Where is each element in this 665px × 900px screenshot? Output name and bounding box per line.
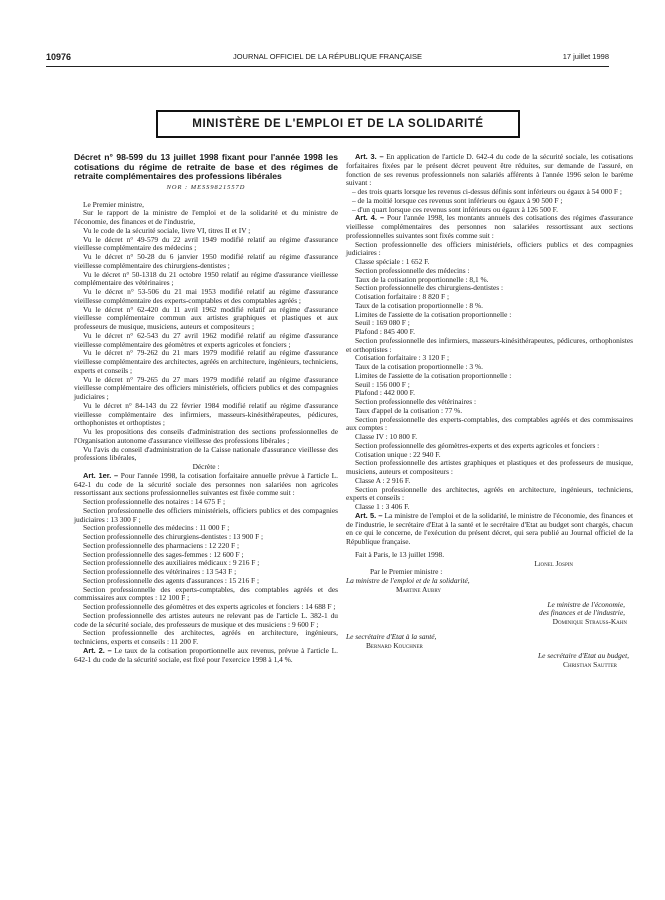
article-4-line: Section professionnelle des infirmiers, masseurs-kinésithérapeutes, pédicures, orthophonistes et orthoptistes :	[346, 335, 633, 354]
article-1-line: Section professionnelle des architectes, agréés en architecture, ingénieurs, techniciens, experts et conseils : 11 200 F.	[74, 628, 338, 647]
done-at: Fait à Paris, le 13 juillet 1998.	[355, 549, 445, 559]
article-4-line: Section professionnelle des vétérinaires :	[355, 397, 477, 406]
article-5	[346, 512, 633, 547]
article-4-line: Taux d'appel de la cotisation : 77 %.	[355, 405, 463, 415]
article-4-label: Art. 4. –	[355, 213, 385, 223]
secretary-1-role: Le secrétaire d'Etat à la santé,	[346, 631, 437, 641]
article-1-line: Section professionnelle des pharmaciens : 12 220 F ;	[83, 540, 239, 550]
article-4-text: Pour l'année 1998, les montants annuels des cotisations des régimes d'assurance vieillesse complémentaires des personnes non salariées ressortissant aux sections professionnelles suivantes sont fixés comme suit :	[346, 213, 633, 240]
minister-2-role-1: Le ministre de l'économie,	[547, 599, 625, 609]
article-3-item: – de la moitié lorsque ces revenus sont inférieurs ou égaux à 90 500 F ;	[352, 195, 563, 205]
secretary-2-name: Christian Sautter	[563, 660, 617, 669]
header-rule	[46, 66, 609, 67]
article-4-line: Taux de la cotisation proportionnelle : 8 %.	[355, 300, 483, 310]
article-1-line: Section professionnelle des médecins : 11 000 F ;	[83, 523, 230, 533]
article-4-line: Cotisation unique : 22 940 F.	[355, 449, 441, 459]
article-4-line: Limites de l'assiette de la cotisation proportionnelle :	[355, 370, 512, 380]
article-1	[74, 472, 338, 498]
article-1-line: Section professionnelle des officiers ministériels, officiers publics et des compagnies judiciaires : 13 300 F ;	[74, 505, 338, 524]
article-4-line: Cotisation forfaitaire : 3 120 F ;	[355, 353, 450, 363]
article-1-line: Section professionnelle des chirurgiens-dentistes : 13 900 F ;	[83, 532, 264, 542]
article-2-text: Le taux de la cotisation proportionnelle aux revenus, prévue à l'article L. 642-1 du code de la sécurité sociale, est fixé pour l'exercice 1998 à 1,4 %.	[74, 645, 338, 664]
article-4	[346, 214, 633, 240]
article-1-line: Section professionnelle des auxiliaires médicaux : 9 216 F ;	[83, 558, 260, 568]
article-3	[346, 153, 633, 188]
article-4-line: Cotisation forfaitaire : 8 820 F ;	[355, 292, 450, 301]
article-4-line: Seuil : 156 000 F ;	[355, 379, 410, 389]
article-3-items	[346, 188, 633, 214]
article-4-line: Taux de la cotisation proportionnelle : 8,1 %.	[355, 274, 489, 284]
preamble-paragraph: Vu le décret n° 62-543 du 27 avril 1962 modifié relatif au régime d'assurance vieillesse complémentaire des géomètres et experts agricoles et fonciers ;	[74, 330, 338, 349]
decree-title: Décret n° 98-599 du 13 juillet 1998 fixant pour l'année 1998 les cotisations du régime de retraite de base et des régimes de retraite complémentaires des professions libérales	[74, 152, 338, 182]
preamble-paragraph: Sur le rapport de la ministre de l'emploi et de la solidarité et du ministre de l'économie, des finances et de l'industrie,	[74, 208, 338, 227]
article-4-line: Limites de l'assiette de la cotisation proportionnelle :	[355, 309, 512, 319]
article-4-line: Classe A : 2 916 F.	[355, 475, 411, 485]
preamble-paragraph: Vu le code de la sécurité sociale, livre VI, titres II et IV ;	[83, 225, 251, 235]
article-1-lines	[74, 498, 338, 647]
article-1-line: Section professionnelle des agents d'assurances : 15 216 F ;	[83, 575, 260, 585]
preamble-paragraph: Vu le décret n° 50-28 du 6 janvier 1950 modifié relatif au régime d'assurance vieillesse complémentaire des chirurgiens-dentistes ;	[74, 252, 338, 270]
preamble-paragraph: Vu le décret n° 53-506 du 21 mai 1953 modifié relatif au régime d'assurance vieillesse complémentaire des experts-comptables et des comptables agréés ;	[74, 287, 338, 305]
preamble-paragraph: Vu le décret n° 62-420 du 11 avril 1962 modifié relatif au régime d'assurance vieillesse complémentaire commun aux artistes graphiques et plastiques et aux professeurs de musique, musiciens, auteurs et compositeurs ;	[74, 304, 338, 332]
article-2	[74, 647, 338, 665]
article-4-line: Plafond : 845 400 F.	[355, 327, 415, 336]
article-1-line: Section professionnelle des notaires : 14 675 F ;	[83, 497, 226, 507]
article-4-line: Classe 1 : 3 406 F.	[355, 502, 410, 511]
article-3-text: En application de l'article D. 642-4 du code de la sécurité sociale, les cotisations forfaitaires fixées par le présent décret peuvent être réduites, sur demande de l'assuré, en fonction de ses revenus professionnels non salariés afférents à l'année 1996 selon le barème suivant :	[346, 152, 633, 188]
article-1-line: Section professionnelle des sages-femmes : 12 600 F ;	[83, 549, 244, 559]
article-3-item: – des trois quarts lorsque les revenus ci-dessus définis sont inférieurs ou égaux à 54 000 F ;	[352, 187, 622, 196]
article-4-line: Classe spéciale : 1 652 F.	[355, 257, 430, 266]
article-4-line: Section professionnelle des experts-comptables, des comptables agréés et des commissaires aux comptes :	[346, 414, 633, 433]
journal-title: JOURNAL OFFICIEL DE LA RÉPUBLIQUE FRANÇAISE	[232, 52, 423, 61]
article-1-line: Section professionnelle des artistes auteurs ne relevant pas de l'article L. 382-1 du code de la sécurité sociale, des professeurs de musique et des musiciens : 9 600 F ;	[74, 610, 338, 629]
minister-2-role-2: des finances et de l'industrie,	[539, 608, 625, 618]
nor-reference: NOR : MESS9821557D	[166, 183, 246, 191]
preamble-paragraph: Vu le décret n° 84-143 du 22 février 1984 modifié relatif au régime d'assurance vieillesse complémentaire des infirmiers, masseurs-kinésithérapeutes, pédicures, orthophonistes et orthoptistes ;	[74, 400, 338, 428]
article-1-text: Pour l'année 1998, la cotisation forfaitaire annuelle prévue à l'article L. 642-1 du code de la sécurité sociale des personnes non salariées non agricoles ressortissant aux sections professionnelles suivantes est fixée comme suit :	[74, 470, 338, 498]
preamble-paragraph: Vu l'avis du conseil d'administration de la Caisse nationale d'assurance vieillesse des professions libérales,	[74, 444, 338, 463]
article-4-line: Section professionnelle des architectes, agréés en architecture, ingénieurs, techniciens, experts et conseils :	[346, 484, 633, 503]
secretary-1-name: Bernard Kouchner	[366, 640, 423, 650]
page-header	[46, 52, 609, 66]
article-4-line: Plafond : 442 000 F.	[355, 388, 415, 398]
preamble-paragraph: Vu le décret n° 49-579 du 22 avril 1949 modifié relatif au régime d'assurance vieillesse complémentaire des médecins ;	[74, 234, 338, 253]
article-5-text: La ministre de l'emploi et de la solidarité, le ministre de l'économie, des finances et de l'industrie, le secrétaire d'Etat à la santé et le secrétaire d'Etat au budget sont chargés, chacun en ce qui le concerne, de l'exécution du présent décret, qui sera publié au Journal officiel de la République française.	[346, 510, 633, 546]
preamble-paragraph: Vu le décret n° 79-265 du 27 mars 1979 modifié relatif au régime d'assurance vieillesse complémentaire des officiers ministériels, officiers publics et des compagnies judiciaires ;	[74, 374, 338, 402]
decrete-label: Décrète :	[192, 462, 220, 472]
article-4-line: Seuil : 169 080 F ;	[355, 318, 410, 328]
article-5-label: Art. 5. –	[355, 510, 383, 520]
article-2-label: Art. 2. –	[83, 645, 112, 655]
article-1-line: Section professionnelle des experts-comptables, des comptables agréés et des commissaires aux comptes : 12 100 F ;	[74, 584, 338, 603]
article-1-line: Section professionnelle des géomètres et des experts agricoles et fonciers : 14 688 F ;	[83, 602, 336, 612]
article-3-item: – d'un quart lorsque ces revenus sont inférieurs ou égaux à 126 500 F.	[352, 204, 558, 214]
preamble	[74, 201, 338, 464]
minister-1-name: Martine Aubry	[396, 584, 441, 594]
secretary-2-role: Le secrétaire d'Etat au budget,	[537, 651, 629, 661]
left-column	[74, 153, 338, 664]
by-prime-minister: Par le Premier ministre :	[370, 567, 443, 577]
preamble-paragraph: Vu les propositions des conseils d'administration des sections professionnelles de l'Organisation autonome d'assurance vieillesse des professions libérales ;	[74, 427, 338, 445]
preamble-paragraph: Le Premier ministre,	[83, 199, 144, 209]
article-4-line: Taux de la cotisation proportionnelle : 3 %.	[355, 362, 483, 371]
preamble-paragraph: Vu le décret n° 79-262 du 21 mars 1979 modifié relatif au régime d'assurance vieillesse complémentaire des architectes, agréés en architecture, ingénieurs, techniciens, experts et conseils ;	[74, 348, 338, 375]
article-4-line: Section professionnelle des médecins :	[355, 265, 470, 275]
article-4-line: Section professionnelle des géomètres-experts et des experts agricoles et fonciers :	[355, 440, 600, 450]
article-1-label: Art. 1er. –	[83, 470, 119, 480]
minister-1-role: La ministre de l'emploi et de la solidarité,	[346, 576, 470, 585]
right-column	[346, 153, 633, 670]
article-1-line: Section professionnelle des vétérinaires : 13 543 F ;	[83, 567, 237, 577]
minister-2-name: Dominique Strauss-Kahn	[552, 617, 627, 626]
page-number: 10976	[46, 52, 72, 62]
article-4-line: Section professionnelle des chirurgiens-dentistes :	[355, 283, 504, 293]
article-3-label: Art. 3. –	[355, 152, 384, 161]
preamble-paragraph: Vu le décret n° 50-1318 du 21 octobre 1950 relatif au régime d'assurance vieillesse complémentaire des vétérinaires ;	[74, 269, 338, 288]
signatory: Lionel Jospin	[534, 558, 573, 568]
article-4-line: Section professionnelle des officiers ministériels, officiers publics et des compagnies judiciaires :	[346, 239, 633, 258]
article-4-line: Section professionnelle des artistes graphiques et plastiques et des professeurs de musique, musiciens, auteurs et compositeurs :	[346, 458, 633, 476]
ministry-heading: MINISTÈRE DE L'EMPLOI ET DE LA SOLIDARITÉ	[156, 110, 520, 138]
issue-date: 17 juillet 1998	[562, 52, 609, 61]
article-4-lines	[346, 241, 633, 512]
article-4-line: Classe IV : 10 800 F.	[355, 432, 418, 441]
